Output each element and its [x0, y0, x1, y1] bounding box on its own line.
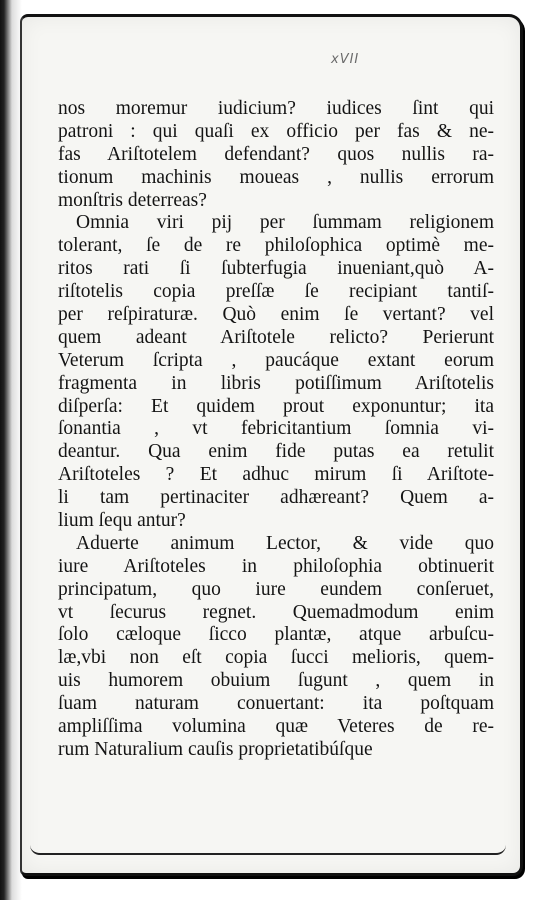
paragraph	[58, 533, 494, 762]
text-line: iure Ariſtoteles in philoſophia obtinuerit	[58, 555, 494, 577]
text-line: per reſpiraturæ. Quò enim ſe vertant? vel	[58, 304, 494, 326]
text-line: ſolo cæloque ſicco plantæ, atque arbuſcu-	[58, 624, 494, 646]
text-line: fragmenta in libris potiſſimum Ariſtotelis	[58, 372, 494, 394]
text-line: Aduerte animum Lector, & vide quo	[76, 532, 494, 554]
text-line: rum Naturalium cauſis proprietatibúſque	[58, 738, 373, 760]
text-line: quem adeant Ariſtotele relicto? Perierunt	[58, 326, 494, 348]
text-line: Ariſtoteles ? Et adhuc mirum ſi Ariſtote-	[58, 464, 494, 486]
text-line: ampliſſima volumina quæ Veteres de re-	[58, 716, 494, 738]
text-line: nos moremur iudicium? iudices ſint qui	[58, 98, 494, 119]
text-line: uis humorem obuium ſugunt , quem in	[58, 670, 494, 692]
text-line: deantur. Qua enim fide putas ea retulit	[58, 441, 494, 463]
text-line: tolerant, ſe de re philoſophica optimè me-	[58, 235, 494, 257]
page-text	[58, 98, 494, 762]
text-line: monſtris deterreas?	[58, 189, 207, 211]
text-line: Veterum ſcripta , paucáque extant eorum	[58, 349, 494, 371]
page-bottom-edge	[30, 843, 506, 855]
book-spine-edge	[0, 0, 22, 900]
text-line: patroni : qui quaſi ex officio per fas & ne-	[58, 120, 494, 142]
text-line: principatum, quo iure eundem conſeruet,	[58, 578, 494, 600]
text-line: læ,vbi non eſt copia ſucci melioris, quem-	[58, 647, 494, 669]
text-line: ſuam naturam conuertant: ita poſtquam	[58, 693, 494, 715]
paragraph	[58, 98, 494, 212]
text-line: diſperſa: Et quidem prout exponuntur; ita	[58, 395, 494, 417]
text-line: Omnia viri pij per ſummam religionem	[76, 212, 494, 234]
text-line: riſtotelis copia preſſæ ſe recipiant tantiſ-	[58, 281, 494, 303]
text-line: lium ſequ antur?	[58, 510, 186, 532]
page-signature-mark: xVII	[331, 52, 360, 67]
text-line: li tam pertinaciter adhæreant? Quem a-	[58, 487, 494, 509]
text-line: tionum machinis moueas , nullis errorum	[58, 166, 494, 188]
text-line: fas Ariſtotelem defendant? quos nullis ra-	[58, 143, 494, 165]
text-line: vt ſecurus regnet. Quemadmodum enim	[58, 601, 494, 623]
paragraph	[58, 212, 494, 532]
paragraph-list	[58, 98, 494, 762]
text-line: ritos rati ſi ſubterfugia inueniant,quò A-	[58, 258, 494, 280]
text-line: ſonantia , vt febricitantium ſomnia vi-	[58, 418, 494, 440]
